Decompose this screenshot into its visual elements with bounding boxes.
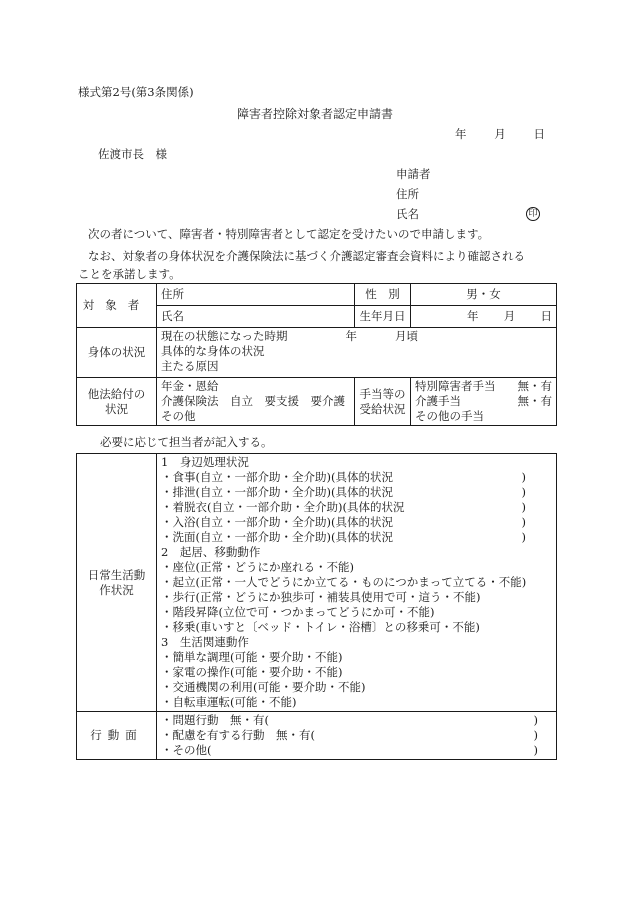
applicant-label: 申請者 (396, 167, 431, 181)
section-self-care: 1 身辺処理状況 (161, 455, 249, 469)
section-daily-activities: 3 生活関連動作 (161, 635, 249, 649)
list-item: ・移乗(車いすと〔ベッド・トイレ・浴槽〕との移乗可・不能) (161, 620, 480, 634)
application-statement: 次の者について、障害者・特別障害者として認定を受けたいので申請します。 (88, 227, 490, 241)
sex-value: 男・女 (411, 284, 557, 306)
list-item: ・食事(自立・一部介助・全介助)(具体的状況 ) (161, 470, 526, 484)
daily-living-table (76, 453, 557, 760)
list-item: ・着脱衣(自立・一部介助・全介助)(具体的状況 ) (161, 500, 526, 514)
body-condition-content: 現在の状態になった時期 年 月頃 具体的な身体の状況 主たる原因 (157, 328, 557, 378)
list-item: ・歩行(正常・どうにか独歩可・補装具使用で可・這う・不能) (161, 590, 481, 604)
daily-living-label: 日常生活動 作状況 (77, 454, 157, 712)
subject-address: 住所 (157, 284, 355, 306)
list-item: ・入浴(自立・一部介助・全介助)(具体的状況 ) (161, 515, 526, 529)
list-item: ・自転車運転(可能・不能) (161, 695, 297, 709)
allowance-content: 特別障害者手当 無・有 介護手当 無・有 その他の手当 (411, 378, 557, 426)
behavior-content (157, 712, 557, 760)
document-title: 障害者控除対象者認定申請書 (236, 107, 393, 121)
section-mobility: 2 起居、移動動作 (161, 545, 261, 559)
date-month: 月 (494, 127, 506, 141)
list-item: ・階段昇降(立位で可・つかまってどうにか可・不能) (161, 605, 435, 619)
birth-label: 生年月日 (355, 306, 411, 328)
applicant-address-label: 住所 (396, 187, 419, 201)
list-item: ・座位(正常・どうにか座れる・不能) (161, 560, 354, 574)
behavior-label: 行動面 (77, 712, 157, 760)
other-benefits-content: 年金・恩給 介護保険法 自立 要支援 要介護 その他 (157, 378, 355, 426)
birth-date: 年 月 日 (411, 306, 557, 328)
subject-label: 対象者 (77, 284, 157, 328)
sex-label: 性 別 (355, 284, 411, 306)
consent-statement-line2: ことを承諾します。 (78, 267, 181, 281)
list-item: ・簡単な調理(可能・要介助・不能) (161, 650, 343, 664)
seal-mark: 印 (526, 207, 540, 221)
date-line (455, 126, 545, 142)
list-item: ・家電の操作(可能・要介助・不能) (161, 665, 343, 679)
subject-name: 氏名 (157, 306, 355, 328)
list-item: ・起立(正常・一人でどうにか立てる・ものにつかまって立てる・不能) (161, 575, 527, 589)
list-item: ・問題行動 無・有( ) (161, 713, 538, 727)
applicant-name-label: 氏名 (396, 207, 419, 221)
daily-living-content (157, 454, 557, 712)
other-benefits-label: 他法給付の 状況 (77, 378, 157, 426)
consent-statement-line1: なお、対象者の身体状況を介護保険法に基づく介護認定審査会資料により確認される (88, 249, 525, 263)
allowance-label: 手当等の 受給状況 (355, 378, 411, 426)
list-item: ・排泄(自立・一部介助・全介助)(具体的状況 ) (161, 485, 526, 499)
date-year: 年 (455, 127, 467, 141)
staff-note: 必要に応じて担当者が記入する。 (100, 435, 273, 449)
list-item: ・配慮を有する行動 無・有( ) (161, 728, 538, 742)
addressee: 佐渡市長 様 (98, 147, 167, 161)
body-condition-label: 身体の状況 (77, 328, 157, 378)
list-item: ・その他( ) (161, 743, 538, 757)
list-item: ・洗面(自立・一部介助・全介助)(具体的状況 ) (161, 530, 526, 544)
subject-info-table (76, 283, 557, 426)
form-number: 様式第2号(第3条関係) (78, 85, 194, 99)
date-day: 日 (533, 127, 545, 141)
list-item: ・交通機関の利用(可能・要介助・不能) (161, 680, 366, 694)
